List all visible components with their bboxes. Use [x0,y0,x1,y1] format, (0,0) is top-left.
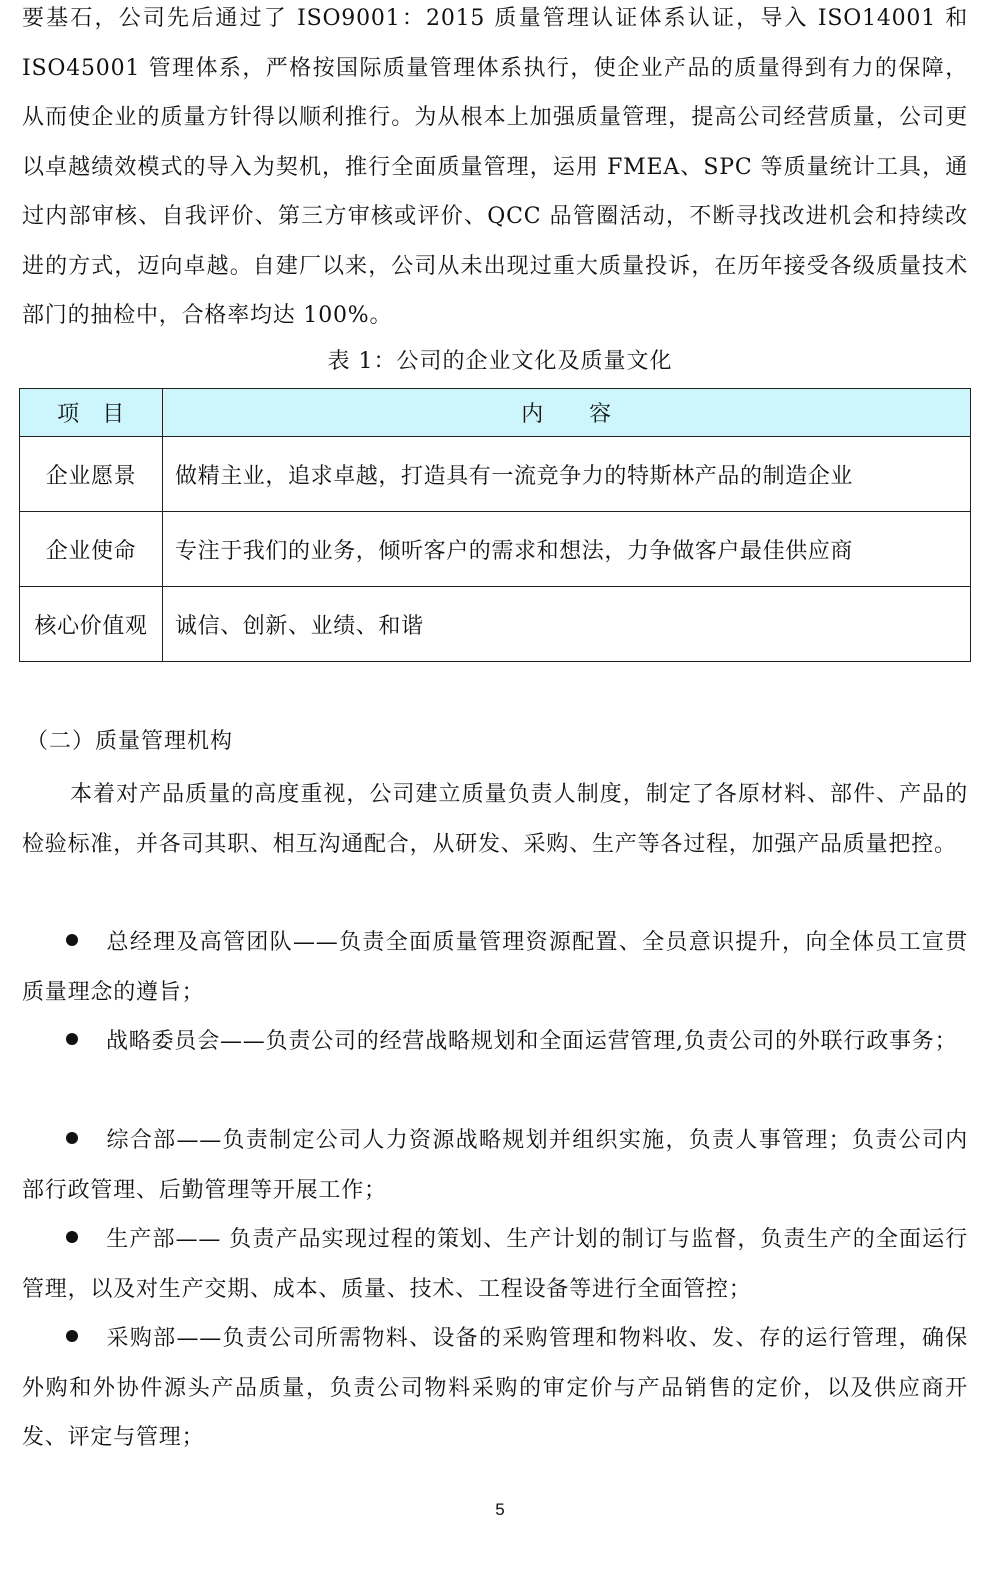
bullet-icon [66,1033,78,1045]
table-header-row [20,389,971,437]
intro-paragraph: 要基石，公司先后通过了 ISO9001：2015 质量管理认证体系认证，导入 ISO14001 和 ISO45001 管理体系，严格按国际质量管理体系执行，使企业产品的质量得到有力的保障，从而使企业的质量方针得以顺利推行。为从根本上加强质量管理，提高公司经营质量，公司更以卓越绩效模式的导入为契机，推行全面质量管理，运用 FMEA、SPC 等质量统计工具，通过内部审核、自我评价、第三方审核或评价、QCC 品管圈活动，不断寻找改进机会和持续改进的方式，迈向卓越。自建厂以来，公司从未出现过重大质量投诉，在历年接受各级质量技术部门的抽检中，合格率均达 100%。 [22,6,968,328]
row-value: 做精主业，追求卓越，打造具有一流竞争力的特斯林产品的制造企业 [163,437,971,512]
row-value: 诚信、创新、业绩、和谐 [163,587,971,662]
row-key: 企业愿景 [20,437,163,512]
list-item-text: 综合部——负责制定公司人力资源战略规划并组织实施，负责人事管理；负责公司内部行政管理、后勤管理等开展工作； [22,1128,968,1203]
bullet-icon [66,1330,78,1342]
list-item-text: 生产部—— 负责产品实现过程的策划、生产计划的制订与监督，负责生产的全面运行管理，以及对生产交期、成本、质量、技术、工程设备等进行全面管控； [22,1227,968,1302]
table-row [20,587,971,662]
header-item: 项 目 [20,389,163,437]
row-value: 专注于我们的业务，倾听客户的需求和想法，力争做客户最佳供应商 [163,512,971,587]
bullet-icon [66,1231,78,1243]
list-item-text: 采购部——负责公司所需物料、设备的采购管理和物料收、发、存的运行管理，确保外购和外协件源头产品质量，负责公司物料采购的审定价与产品销售的定价，以及供应商开发、评定与管理； [22,1326,968,1450]
list-item-text: 总经理及高管团队——负责全面质量管理资源配置、全员意识提升，向全体员工宣贯质量理念的遵旨； [22,930,968,1005]
row-key: 企业使命 [20,512,163,587]
list-item [22,1314,968,1463]
header-content: 内 容 [163,389,971,437]
row-key: 核心价值观 [20,587,163,662]
list-item [22,1017,968,1067]
list-item [22,1116,968,1215]
culture-table [19,388,971,662]
page-number: 5 [495,1500,505,1519]
table-row [20,437,971,512]
bullet-icon [66,934,78,946]
list-item-text: 战略委员会——负责公司的经营战略规划和全面运营管理,负责公司的外联行政事务； [106,1029,958,1054]
section-intro: 本着对产品质量的高度重视，公司建立质量负责人制度，制定了各原材料、部件、产品的检验标准，并各司其职、相互沟通配合，从研发、采购、生产等各过程，加强产品质量把控。 [22,782,968,857]
table-row [20,512,971,587]
list-item [22,918,968,1017]
table-caption: 表 1：公司的企业文化及质量文化 [327,349,673,374]
list-item [22,1215,968,1314]
section-heading: （二）质量管理机构 [26,729,234,754]
bullet-icon [66,1132,78,1144]
